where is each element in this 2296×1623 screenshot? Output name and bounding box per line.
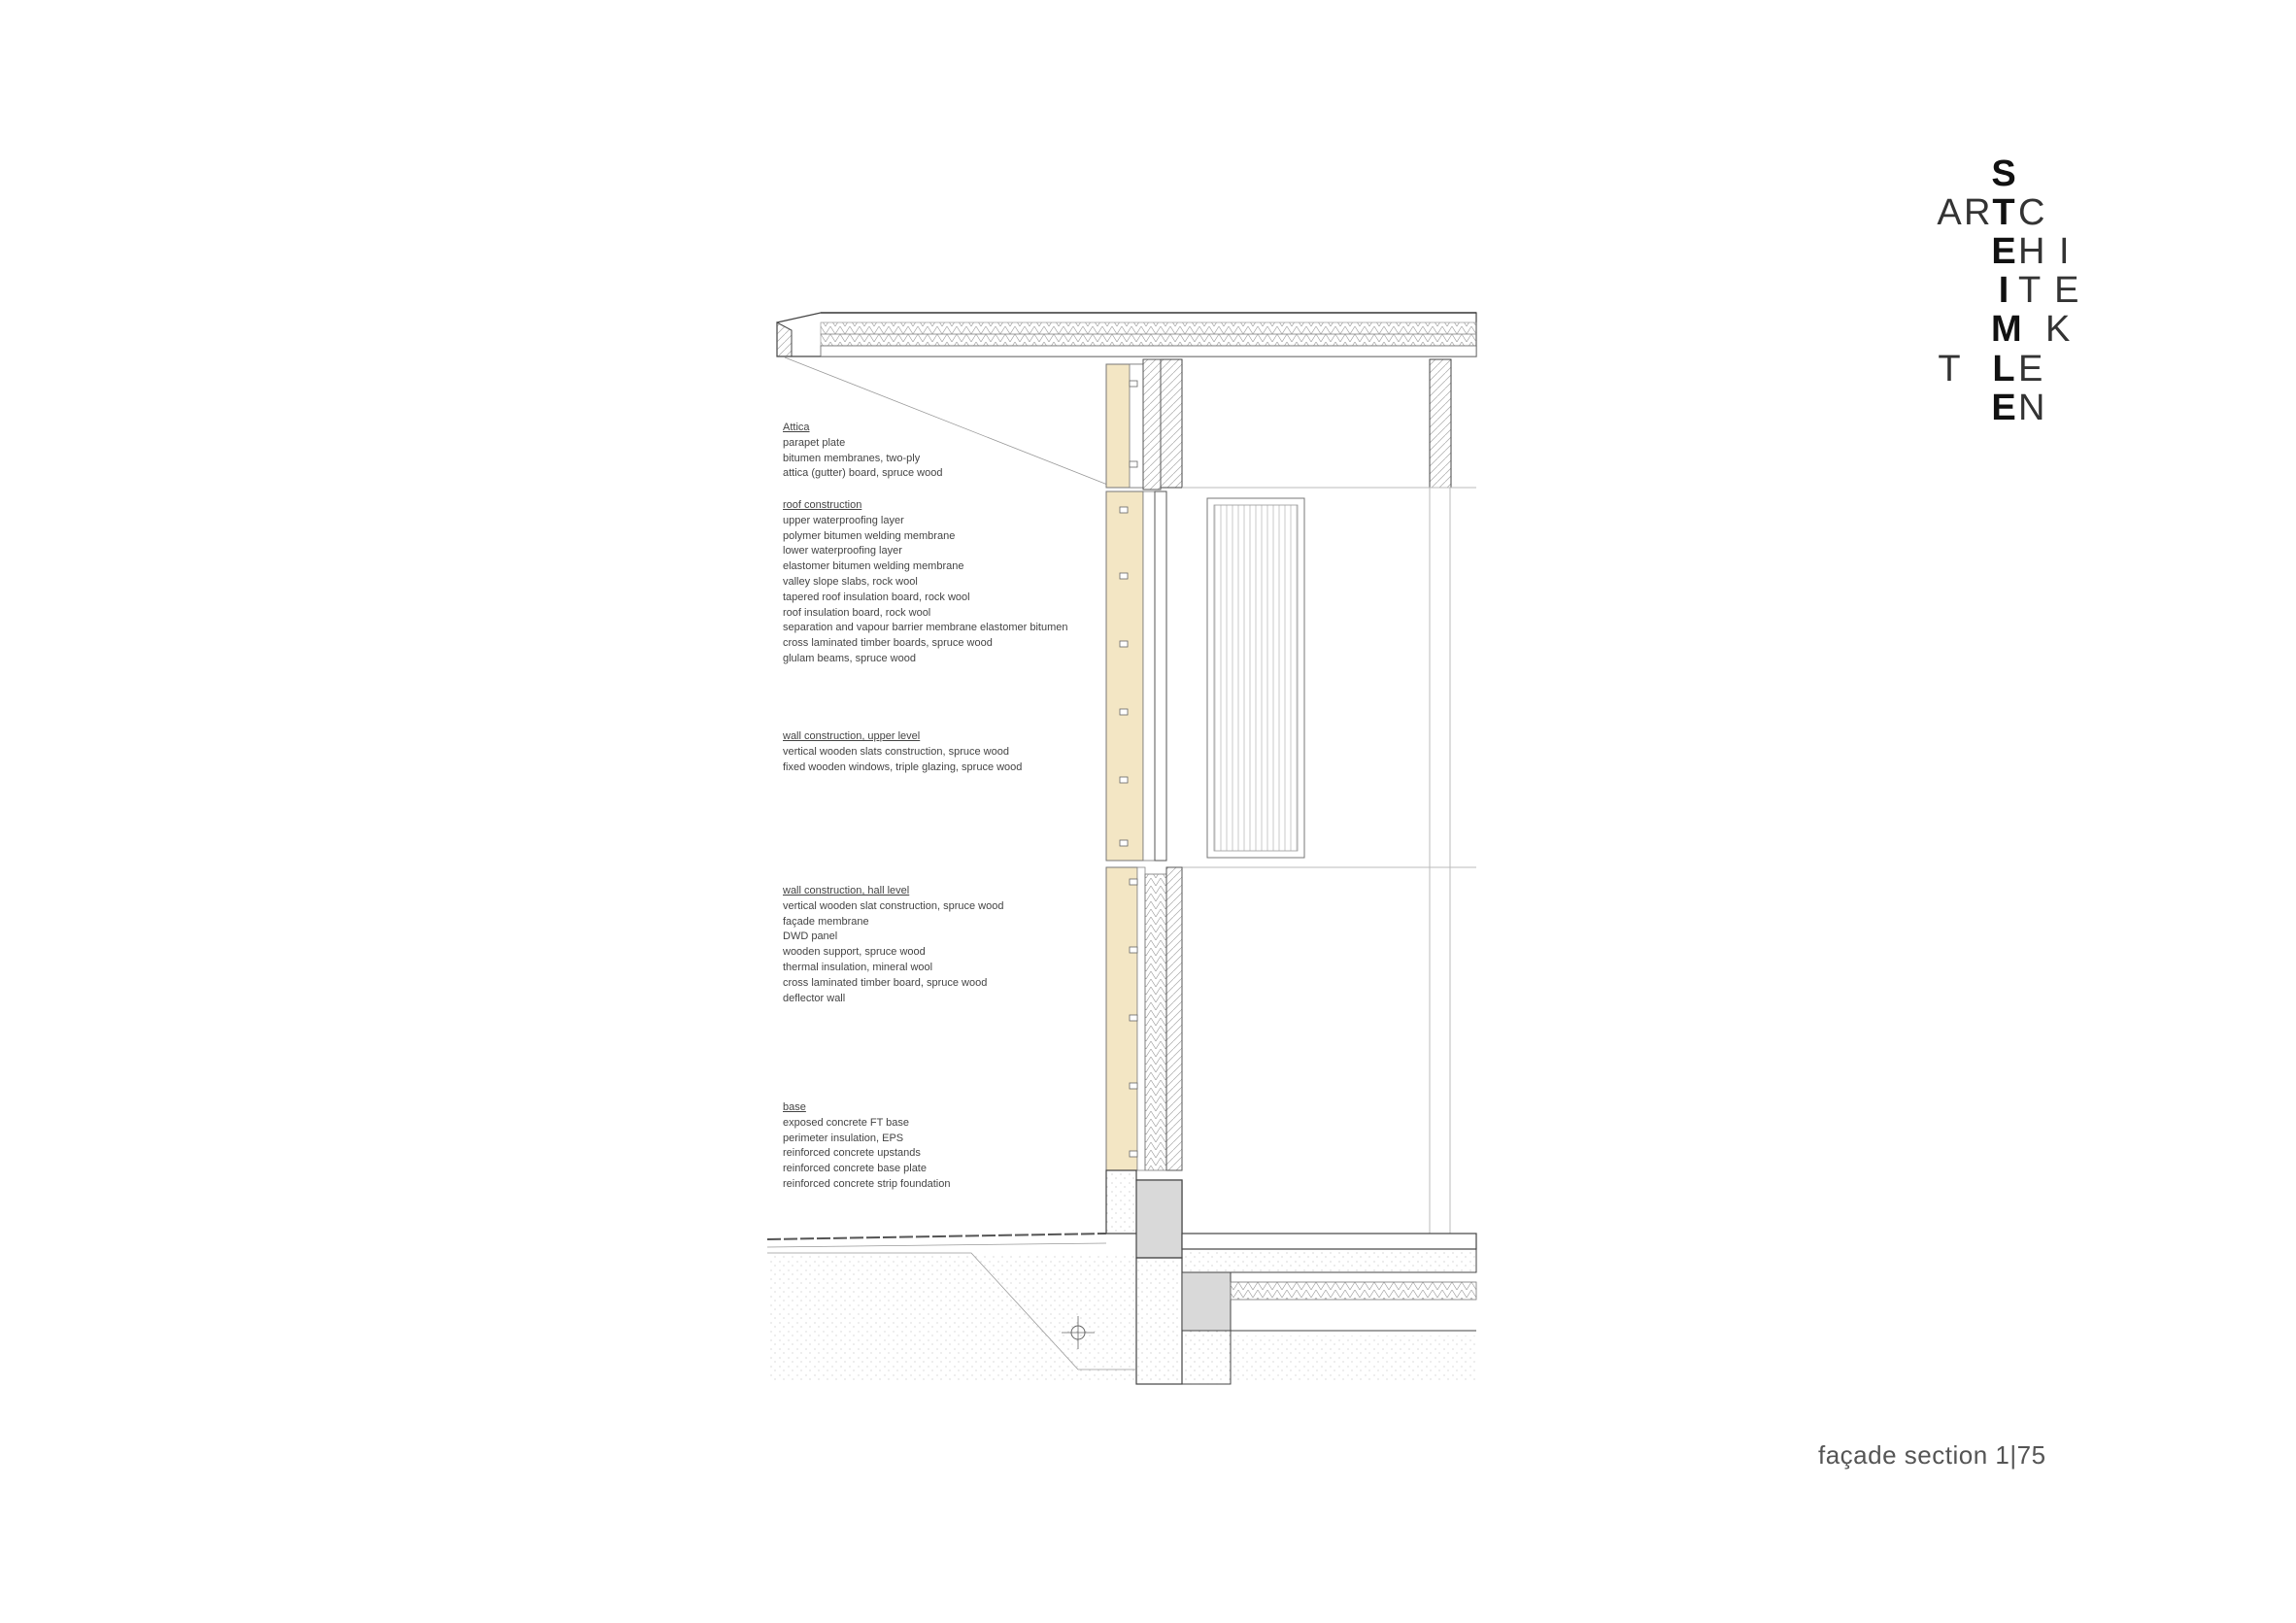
roof-slab bbox=[777, 313, 1476, 356]
label-heading: wall construction, upper level bbox=[783, 730, 921, 742]
label-item: attica (gutter) board, spruce wood bbox=[783, 467, 943, 480]
label-item: exposed concrete FT base bbox=[783, 1116, 910, 1129]
logo-letter: E bbox=[2018, 349, 2043, 389]
logo-letter: A bbox=[1937, 192, 1962, 233]
label-item: roof insulation board, rock wool bbox=[783, 606, 931, 619]
label-heading: Attica bbox=[783, 422, 810, 433]
label-group-base bbox=[783, 1100, 1152, 1193]
logo-letter: T bbox=[1938, 349, 1961, 389]
logo-letter: N bbox=[2018, 388, 2045, 428]
label-item: lower waterproofing layer bbox=[783, 545, 902, 558]
logo-letter: C bbox=[2018, 192, 2045, 233]
drawing-caption: façade section 1|75 bbox=[1818, 1440, 2046, 1470]
label-item: vertical wooden slat construction, spruce wood bbox=[783, 899, 1004, 912]
label-item: reinforced concrete strip foundation bbox=[783, 1177, 951, 1190]
label-heading: wall construction, hall level bbox=[783, 885, 910, 896]
fixed-window bbox=[1207, 498, 1304, 858]
label-item: cross laminated timber board, spruce wood bbox=[783, 976, 988, 989]
label-item: elastomer bitumen welding membrane bbox=[783, 560, 964, 573]
logo-letter: T bbox=[1992, 192, 2015, 233]
label-item: polymer bitumen welding membrane bbox=[783, 529, 956, 542]
label-item: separation and vapour barrier membrane elastomer bitumen bbox=[783, 622, 1068, 634]
logo-letter: I bbox=[1998, 270, 2009, 311]
logo-letter: T E bbox=[2018, 270, 2081, 311]
label-item: tapered roof insulation board, rock wool bbox=[783, 591, 970, 603]
label-item: vertical wooden slats construction, spruce wood bbox=[783, 745, 1009, 758]
label-item: deflector wall bbox=[783, 992, 846, 1004]
label-item: reinforced concrete base plate bbox=[783, 1163, 927, 1175]
glulam-beam bbox=[1161, 359, 1182, 488]
label-heading: roof construction bbox=[783, 499, 862, 511]
label-group-upper-wall bbox=[783, 729, 1152, 775]
logo-letter: K bbox=[2045, 309, 2071, 350]
label-item: wooden support, spruce wood bbox=[783, 946, 926, 959]
label-item: parapet plate bbox=[783, 436, 846, 449]
label-group-hall-wall bbox=[783, 884, 1152, 1006]
label-heading: base bbox=[783, 1101, 806, 1113]
steimle-architekten-logo bbox=[1927, 151, 2111, 442]
logo-letter: H I bbox=[2018, 231, 2072, 272]
label-item: reinforced concrete upstands bbox=[783, 1147, 921, 1160]
logo-letter: R bbox=[1964, 192, 1991, 233]
label-item: DWD panel bbox=[783, 930, 838, 943]
logo-letter: M bbox=[1991, 309, 2022, 350]
logo-letter: E bbox=[1991, 231, 2016, 272]
glulam-beam-right bbox=[1430, 359, 1451, 488]
label-group-attica bbox=[783, 421, 1152, 482]
label-group-roof bbox=[783, 498, 1152, 667]
label-item: cross laminated timber boards, spruce wood bbox=[783, 637, 993, 650]
logo-letter: E bbox=[1991, 388, 2016, 428]
label-item: bitumen membranes, two-ply bbox=[783, 452, 921, 464]
label-item: valley slope slabs, rock wool bbox=[783, 575, 918, 588]
label-item: upper waterproofing layer bbox=[783, 514, 904, 526]
logo-letter: L bbox=[1992, 349, 2015, 389]
label-item: façade membrane bbox=[783, 915, 869, 928]
label-item: thermal insulation, mineral wool bbox=[783, 961, 933, 973]
label-item: perimeter insulation, EPS bbox=[783, 1132, 904, 1144]
logo-letter: S bbox=[1991, 153, 2016, 194]
label-item: glulam beams, spruce wood bbox=[783, 652, 916, 664]
label-item: fixed wooden windows, triple glazing, spruce wood bbox=[783, 761, 1023, 773]
